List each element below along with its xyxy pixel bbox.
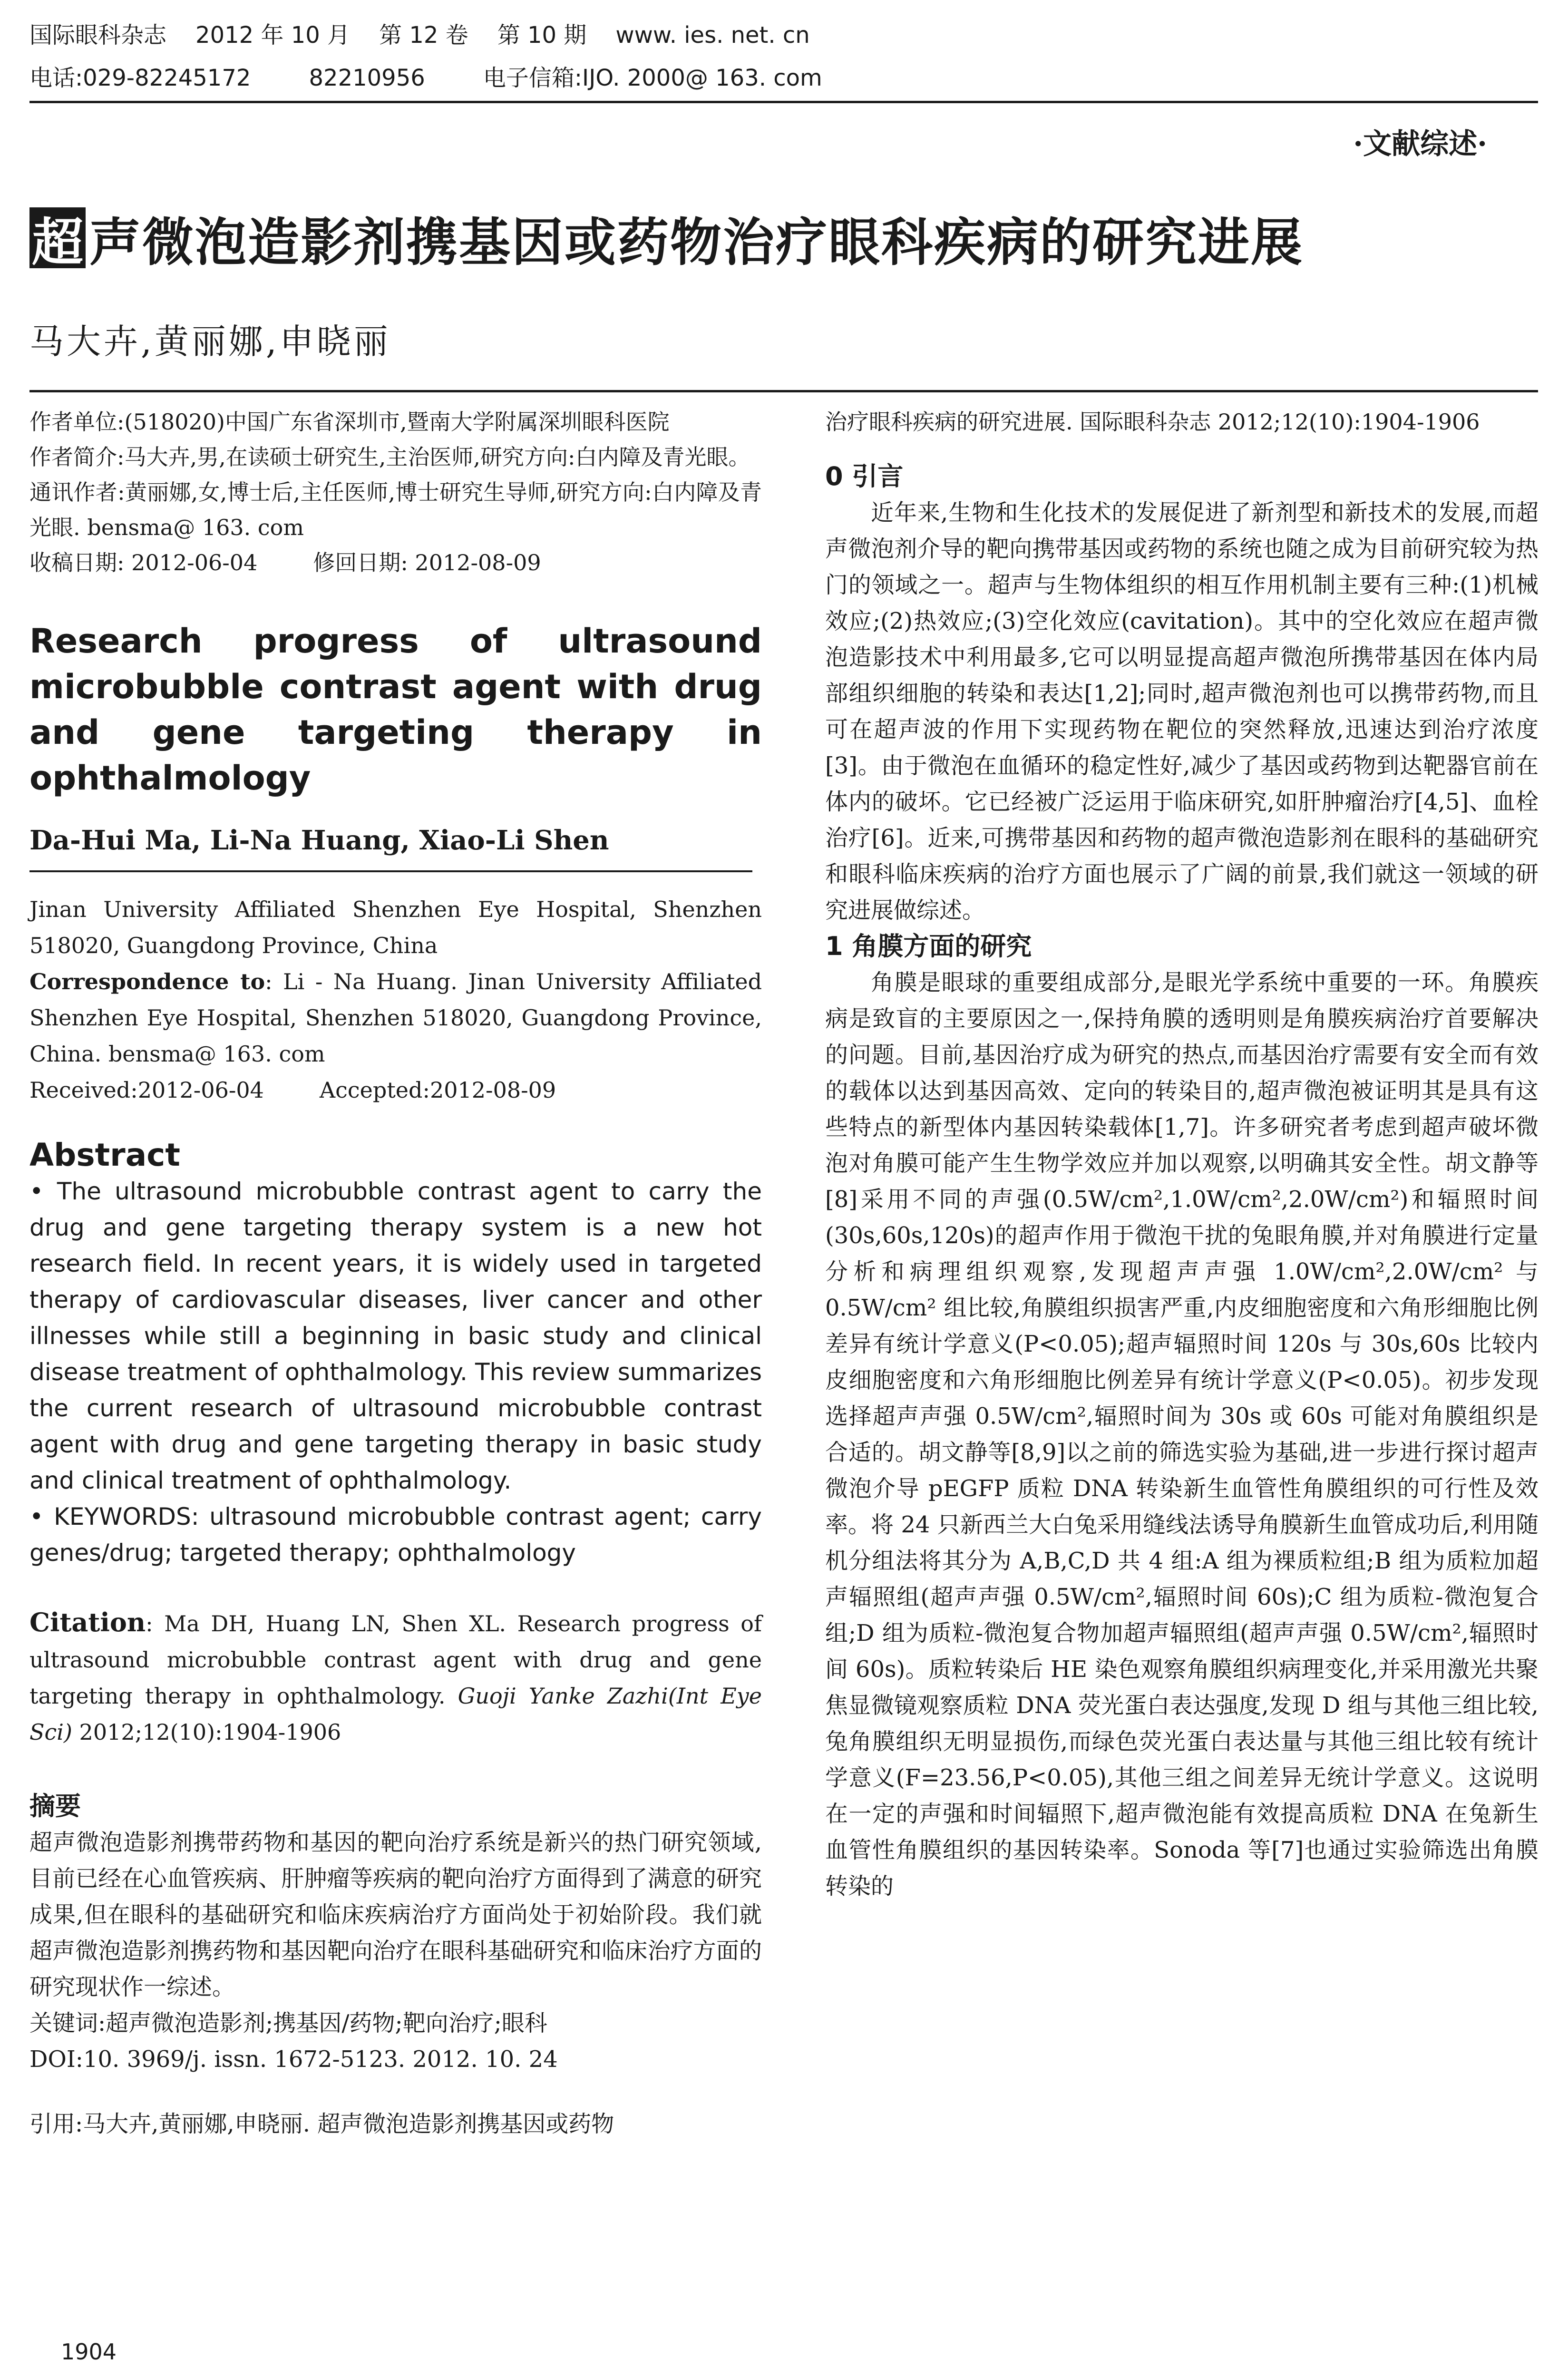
received-accepted: Received:2012-06-04 Accepted:2012-08-09 — [29, 1077, 556, 1103]
citation-tail: 2012;12(10):1904-1906 — [72, 1719, 341, 1745]
journal-header-line2: 电话:029-82245172 82210956 电子信箱:IJO. 2000@ 163. com — [29, 65, 822, 91]
title-text: 声微泡造影剂携基因或药物治疗眼科疾病的研究进展 — [89, 212, 1304, 273]
dates-cn: 收稿日期: 2012-06-04 修回日期: 2012-08-09 — [29, 550, 541, 575]
title-rule — [29, 390, 1538, 392]
cite-cn-continued: 治疗眼科疾病的研究进展. 国际眼科杂志 2012;12(10):1904-1906 — [825, 409, 1480, 435]
english-title: Research progress of ultrasound microbubble contrast agent with drug and gene targeting therapy in ophthalmology — [29, 622, 762, 798]
citation-label: Citation — [29, 1607, 146, 1637]
doi: DOI:10. 3969/j. issn. 1672-5123. 2012. 10. 24 — [29, 2046, 558, 2073]
journal-header-line1: 国际眼科杂志 2012 年 10 月 第 12 卷 第 10 期 www. ies. net. cn — [29, 22, 810, 49]
left-column — [29, 404, 762, 2142]
english-affiliation: Jinan University Affiliated Shenzhen Eye Hospital, Shenzhen 518020, Guangdong Province, China — [29, 896, 762, 958]
english-authors: Da-Hui Ma, Li-Na Huang, Xiao-Li Shen — [29, 825, 609, 856]
keywords-cn: 关键词:超声微泡造影剂;携基因/药物;靶向治疗;眼科 — [29, 2010, 547, 2036]
english-correspondence — [29, 964, 762, 1072]
section-tag: ·文献综述· — [1353, 127, 1487, 161]
title-first-char: 超 — [29, 207, 86, 268]
section-0-text: 近年来,生物和生化技术的发展促进了新剂型和新技术的发展,而超声微泡剂介导的靶向携带基因或药物的系统也随之成为目前研究较为热门的领域之一。超声与生物体组织的相互作用机制主要有三种:(1)机械效应;(2)热效应;(3)空化效应(cavitation)。其中的空化效应在超声微泡造影技术中利用最多,它可以明显提高超声微泡所携带基因在体内局部组织细胞的转染和表达[1,2];同时,超声微泡剂也可以携带药物,而且可在超声波的作用下实现药物在靶位的突然释放,迅速达到治疗浓度[3]。由于微泡在血循环的稳定性好,减少了基因或药物到达靶器官前在体内的破坏。它已经被广泛运用于临床研究,如肝肿瘤治疗[4,5]、血栓治疗[6]。近来,可携带基因和药物的超声微泡造影剂在眼科的基础研究和眼科临床疾病的治疗方面也展示了广阔的前景,我们就这一领域的研究进展做综述。 — [825, 499, 1539, 924]
author-bio-cn: 作者简介:马大卉,男,在读硕士研究生,主治医师,研究方向:白内障及青光眼。 — [29, 444, 750, 470]
correspondence-cn: 通讯作者:黄丽娜,女,博士后,主任医师,博士研究生导师,研究方向:白内障及青光眼. bensma@ 163. com — [29, 479, 762, 540]
abstract-cn-text: 超声微泡造影剂携带药物和基因的靶向治疗系统是新兴的热门研究领域,目前已经在心血管疾病、肝肿瘤等疾病的靶向治疗方面得到了满意的研究成果,但在眼科的基础研究和临床疾病治疗方面尚处于初始阶段。我们就超声微泡造影剂携药物和基因靶向治疗在眼科基础研究和临床治疗方面的研究现状作一综述。 — [29, 1829, 762, 2000]
article-title — [29, 205, 1304, 271]
abstract-text: • The ultrasound microbubble contrast agent to carry the drug and gene targeting therapy system is a new hot research field. In recent years, it is widely used in targeted therapy of cardiovascular diseases, liver cancer and other illnesses while still a beginning in basic study and clinical disease treatment of ophthalmology. This review summarizes the current research of ultrasound microbubble contrast agent with drug and gene targeting therapy in basic study and clinical treatment of ophthalmology. — [29, 1178, 762, 1494]
section-0-heading: 0 引言 — [825, 461, 904, 491]
affiliation-cn: 作者单位:(518020)中国广东省深圳市,暨南大学附属深圳眼科医院 — [29, 409, 670, 435]
authors-cn: 马大卉,黄丽娜,申晓丽 — [29, 321, 391, 361]
section-1-text: 角膜是眼球的重要组成部分,是眼光学系统中重要的一环。角膜疾病是致盲的主要原因之一,保持角膜的透明则是角膜疾病治疗首要解决的问题。目前,基因治疗成为研究的热点,而基因治疗需要有安全而有效的载体以达到基因高效、定向的转染目的,超声微泡被证明其是具有这些特点的新型体内基因转染载体[1,7]。许多研究者考虑到超声破坏微泡对角膜可能产生生物学效应并加以观察,以明确其安全性。胡文静等[8]采用不同的声强(0.5W/cm²,1.0W/cm²,2.0W/cm²)和辐照时间(30s,60s,120s)的超声作用于微泡干扰的兔眼角膜,并对角膜进行定量分析和病理组织观察,发现超声声强 1.0W/cm²,2.0W/cm² 与 0.5W/cm² 组比较,角膜组织损害严重,内皮细胞密度和六角形细胞比例差异有统计学意义(P<0.05);超声辐照时间 120s 与 30s,60s 比较内皮细胞密度和六角形细胞比例差异有统计学意义(P<0.05)。初步发现选择超声声强 0.5W/cm²,辐照时间为 30s 或 60s 可能对角膜组织是合适的。胡文静等[8,9]以之前的筛选实验为基础,进一步进行探讨超声微泡介导 pEGFP 质粒 DNA 转染新生血管性角膜组织的可行性及效率。将 24 只新西兰大白兔采用缝线法诱导角膜新生血管成功后,利用随机分组法将其分为 A,B,C,D 共 4 组:A 组为裸质粒组;B 组为质粒加超声辐照组(超声声强 0.5W/cm²,辐照时间 60s);C 组为质粒-微泡复合组;D 组为质粒-微泡复合物加超声辐照组(超声声强 0.5W/cm²,辐照时间 60s)。质粒转染后 HE 染色观察角膜组织病理变化,并采用激光共聚焦显微镜观察质粒 DNA 荧光蛋白表达强度,发现 D 组与其他三组比较,兔角膜组织无明显损伤,而绿色荧光蛋白表达量与其他三组比较有统计学意义(F=23.56,P<0.05),其他三组之间差异无统计学意义。这说明在一定的声强和时间辐照下,超声微泡能有效提高质粒 DNA 在兔新生血管性角膜组织的基因转染率。Sonoda 等[7]也通过实验筛选出角膜转染的 — [825, 969, 1539, 1900]
keywords-en: • KEYWORDS: ultrasound microbubble contrast agent; carry genes/drug; targeted therapy; ophthalmology — [29, 1503, 762, 1567]
correspondence-label: Correspondence to — [29, 969, 265, 994]
page-number: 1904 — [61, 2339, 117, 2365]
abstract-cn-heading: 摘要 — [29, 1791, 81, 1821]
correspondence-text: : Li - Na Huang. Jinan University Affiliated Shenzhen Eye Hospital, Shenzhen 518020, Guangdong Province, China. bensma@ 163. com — [29, 969, 762, 1067]
citation-journal: Guoji Yanke Zazhi(Int Eye Sci) — [29, 1683, 762, 1745]
citation-text: : Ma DH, Huang LN, Shen XL. Research progress of ultrasound microbubble contrast agent with drug and gene targeting therapy in ophthalmology. — [29, 1611, 762, 1709]
cite-cn: 引用:马大卉,黄丽娜,申晓丽. 超声微泡造影剂携基因或药物 — [29, 2111, 614, 2137]
section-1-heading: 1 角膜方面的研究 — [825, 931, 1032, 961]
right-column — [825, 404, 1539, 1904]
citation-en — [29, 1604, 762, 1750]
header-rule — [29, 101, 1538, 103]
abstract-heading: Abstract — [29, 1137, 180, 1173]
